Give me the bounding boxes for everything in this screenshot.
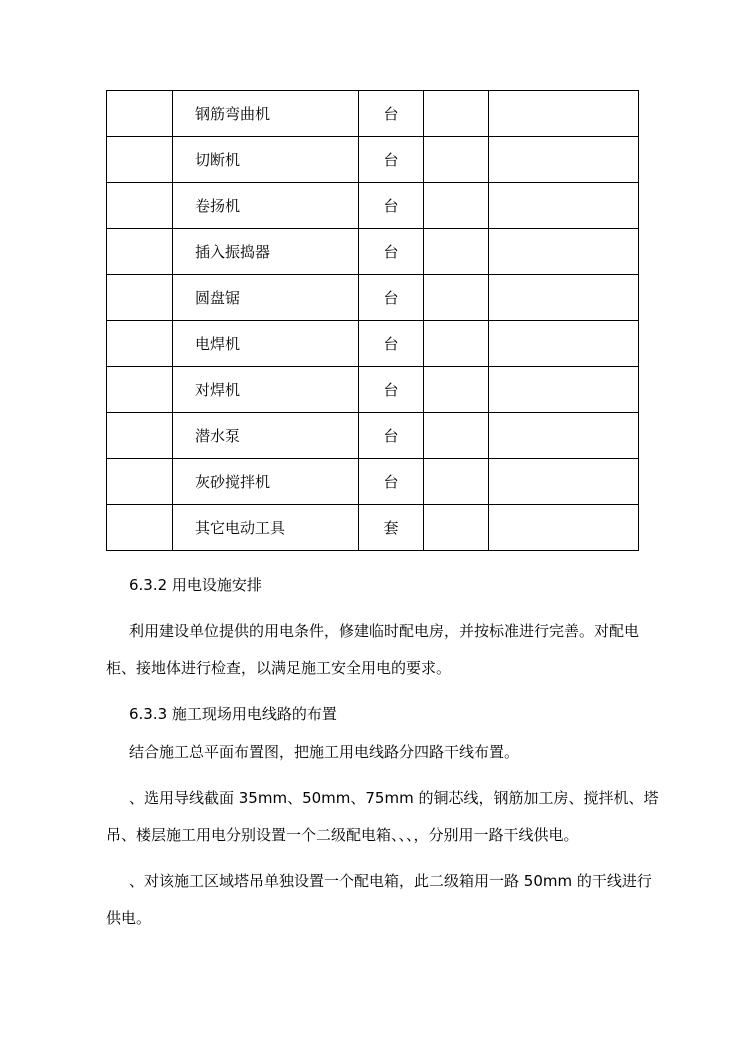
- table-cell-note: [489, 275, 639, 321]
- table-cell-unit: 台: [359, 459, 424, 505]
- table-cell-quantity: [424, 275, 489, 321]
- table-cell-name: 对焊机: [173, 367, 359, 413]
- table-cell-unit: 台: [359, 137, 424, 183]
- table-cell-note: [489, 367, 639, 413]
- paragraph-line: 利用建设单位提供的用电条件，修建临时配电房，并按标准进行完善。对配电: [129, 622, 640, 640]
- table-cell-name: 钢筋弯曲机: [173, 91, 359, 137]
- table-cell-unit: 台: [359, 229, 424, 275]
- table-cell-quantity: [424, 459, 489, 505]
- table-cell-quantity: [424, 413, 489, 459]
- table-cell-unit: 台: [359, 367, 424, 413]
- table-row: [107, 367, 639, 413]
- table-cell-note: [489, 229, 639, 275]
- table-cell-index: [107, 137, 173, 183]
- table-cell-index: [107, 367, 173, 413]
- paragraph-line: 柜、接地体进行检查，以满足施工安全用电的要求。: [106, 659, 452, 677]
- table-cell-note: [489, 137, 639, 183]
- paragraph-line: 结合施工总平面布置图，把施工用电线路分四路干线布置。: [129, 743, 520, 761]
- table-row: [107, 505, 639, 551]
- table-cell-name: 圆盘锯: [173, 275, 359, 321]
- list-item-line: 供电。: [106, 909, 152, 927]
- table-row: [107, 183, 639, 229]
- table-row: [107, 321, 639, 367]
- table-cell-unit: 台: [359, 91, 424, 137]
- table-cell-name: 灰砂搅拌机: [173, 459, 359, 505]
- section-heading-6-3-2: 6.3.2 用电设施安排: [129, 576, 262, 594]
- table-cell-quantity: [424, 91, 489, 137]
- table-cell-name: 卷扬机: [173, 183, 359, 229]
- table-cell-quantity: [424, 137, 489, 183]
- table-cell-unit: 台: [359, 321, 424, 367]
- table-cell-quantity: [424, 229, 489, 275]
- table-cell-quantity: [424, 321, 489, 367]
- table-cell-note: [489, 505, 639, 551]
- table-cell-name: 潜水泵: [173, 413, 359, 459]
- table-cell-index: [107, 459, 173, 505]
- list-item-line: 、对该施工区域塔吊单独设置一个配电箱，此二级箱用一路 50mm 的干线进行: [129, 872, 652, 890]
- table-cell-note: [489, 91, 639, 137]
- table-cell-index: [107, 321, 173, 367]
- table-row: [107, 413, 639, 459]
- table-cell-quantity: [424, 183, 489, 229]
- table-cell-name: 其它电动工具: [173, 505, 359, 551]
- table-cell-note: [489, 459, 639, 505]
- table-cell-note: [489, 321, 639, 367]
- table-cell-unit: 套: [359, 505, 424, 551]
- table-cell-name: 插入振捣器: [173, 229, 359, 275]
- table-cell-quantity: [424, 367, 489, 413]
- table-cell-unit: 台: [359, 413, 424, 459]
- table-cell-name: 电焊机: [173, 321, 359, 367]
- table-cell-quantity: [424, 505, 489, 551]
- table-cell-index: [107, 275, 173, 321]
- table-cell-index: [107, 183, 173, 229]
- table-cell-note: [489, 183, 639, 229]
- table-cell-name: 切断机: [173, 137, 359, 183]
- table-cell-unit: 台: [359, 183, 424, 229]
- table-cell-index: [107, 505, 173, 551]
- table-cell-index: [107, 91, 173, 137]
- table-row: [107, 459, 639, 505]
- table-cell-index: [107, 413, 173, 459]
- table-row: [107, 229, 639, 275]
- equipment-table: [106, 90, 639, 551]
- table-row: [107, 275, 639, 321]
- table-cell-unit: 台: [359, 275, 424, 321]
- list-item-line: 、选用导线截面 35mm、50mm、75mm 的铜芯线，钢筋加工房、搅拌机、塔: [129, 789, 659, 807]
- section-heading-6-3-3: 6.3.3 施工现场用电线路的布置: [129, 705, 337, 723]
- table-cell-index: [107, 229, 173, 275]
- table-cell-note: [489, 413, 639, 459]
- table-row: [107, 137, 639, 183]
- list-item-line: 吊、楼层施工用电分别设置一个二级配电箱、、、，分别用一路干线供电。: [106, 826, 579, 844]
- table-row: [107, 91, 639, 137]
